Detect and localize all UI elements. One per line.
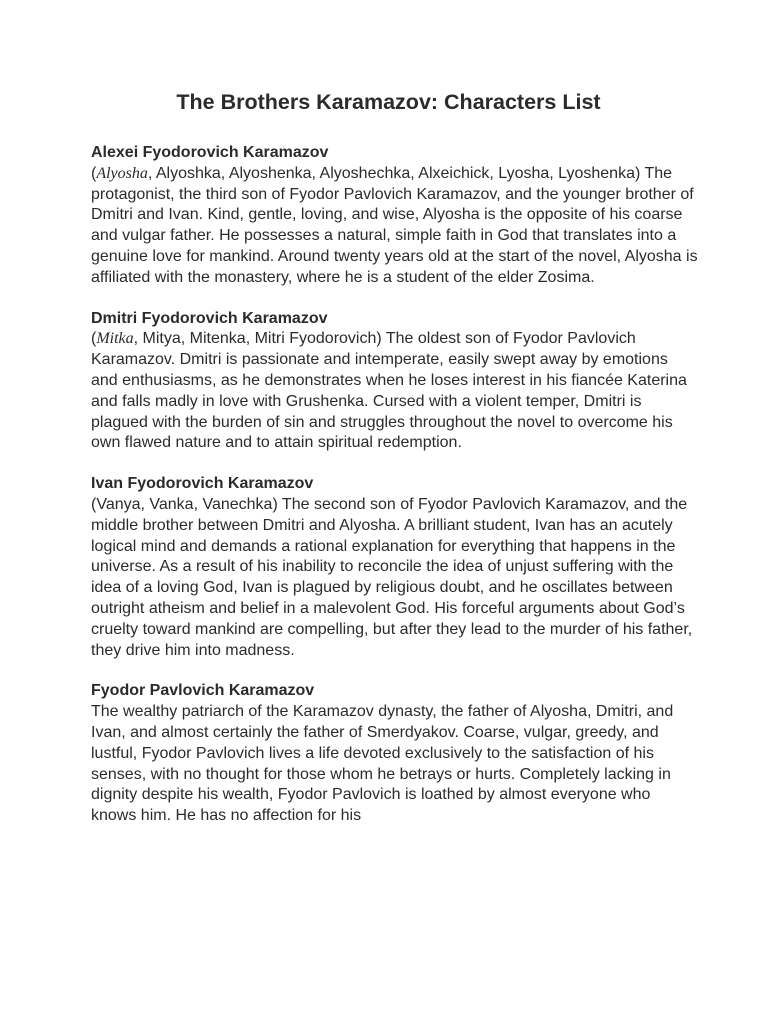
character-entry-fyodor bbox=[91, 681, 698, 827]
character-description: The wealthy patriarch of the Karamazov dynasty, the father of Alyosha, Dmitri, and Ivan, and almost certainly the father of Smerdyakov. Coarse, vulgar, greedy, and lustful, Fyodor Pavlovich lives a life devoted exclusively to the satisfaction of his senses, with no thought for those whom he betrays or hurts. Completely lacking in dignity despite his wealth, Fyodor Pavlovich is loathed by almost everyone who knows him. He has no affection for his bbox=[91, 703, 674, 825]
open-paren: ( bbox=[91, 164, 97, 182]
character-description bbox=[91, 164, 698, 289]
character-name: Alexei Fyodorovich Karamazov bbox=[91, 144, 329, 161]
character-name: Ivan Fyodorovich Karamazov bbox=[91, 475, 314, 493]
character-nickname-italic: Alyosha bbox=[96, 164, 148, 182]
character-entry-ivan bbox=[91, 474, 698, 661]
open-paren: ( bbox=[91, 330, 97, 348]
character-description: (Vanya, Vanka, Vanechka) The second son of Fyodor Pavlovich Karamazov, and the middle brother between Dmitri and Alyosha. A brilliant student, Ivan has an acutely logical mind and demands a rational explanation for everything that happens in the universe. As a result of his inability to reconcile the idea of unjust suffering with the idea of a loving God, Ivan is plagued by religious doubt, and he oscillates between outright atheism and belief in a malevolent God. His forceful arguments about God’s cruelty toward mankind are compelling, but after they lead to the murder of his father, they drive him into madness. bbox=[91, 495, 693, 659]
character-name: Dmitri Fyodorovich Karamazov bbox=[91, 309, 328, 327]
character-description bbox=[91, 329, 698, 454]
character-description-text: , Alyoshka, Alyoshenka, Alyoshechka, Alxeichick, Lyosha, Lyoshenka) The protagonist, the third son of Fyodor Pavlovich Karamazov, and the younger brother of Dmitri and Ivan. Kind, gentle, loving, and wise, Alyosha is the opposite of his coarse and vulgar father. He possesses a natural, simple faith in God that translates into a genuine love for mankind. Around twenty years old at the start of the novel, Alyosha is affiliated with the monastery, where he is a student of the elder Zosima. bbox=[91, 164, 698, 286]
character-entry-alexei bbox=[91, 143, 698, 289]
character-name: Fyodor Pavlovich Karamazov bbox=[91, 682, 315, 700]
character-entry-dmitri bbox=[91, 309, 698, 455]
character-description-text: , Mitya, Mitenka, Mitri Fyodorovich) The oldest son of Fyodor Pavlovich Karamazov. Dmitri is passionate and intemperate, easily swept away by emotions and enthusiasms, as he demonstrates when he loses interest in his fiancée Katerina and falls madly in love with Grushenka. Cursed with a violent temper, Dmitri is plagued with the burden of sin and struggles throughout the novel to overcome his own flawed nature and to attain spiritual redemption. bbox=[91, 330, 687, 452]
document-title: The Brothers Karamazov: Characters List bbox=[176, 90, 601, 114]
character-nickname-italic: Mitka bbox=[96, 330, 134, 348]
